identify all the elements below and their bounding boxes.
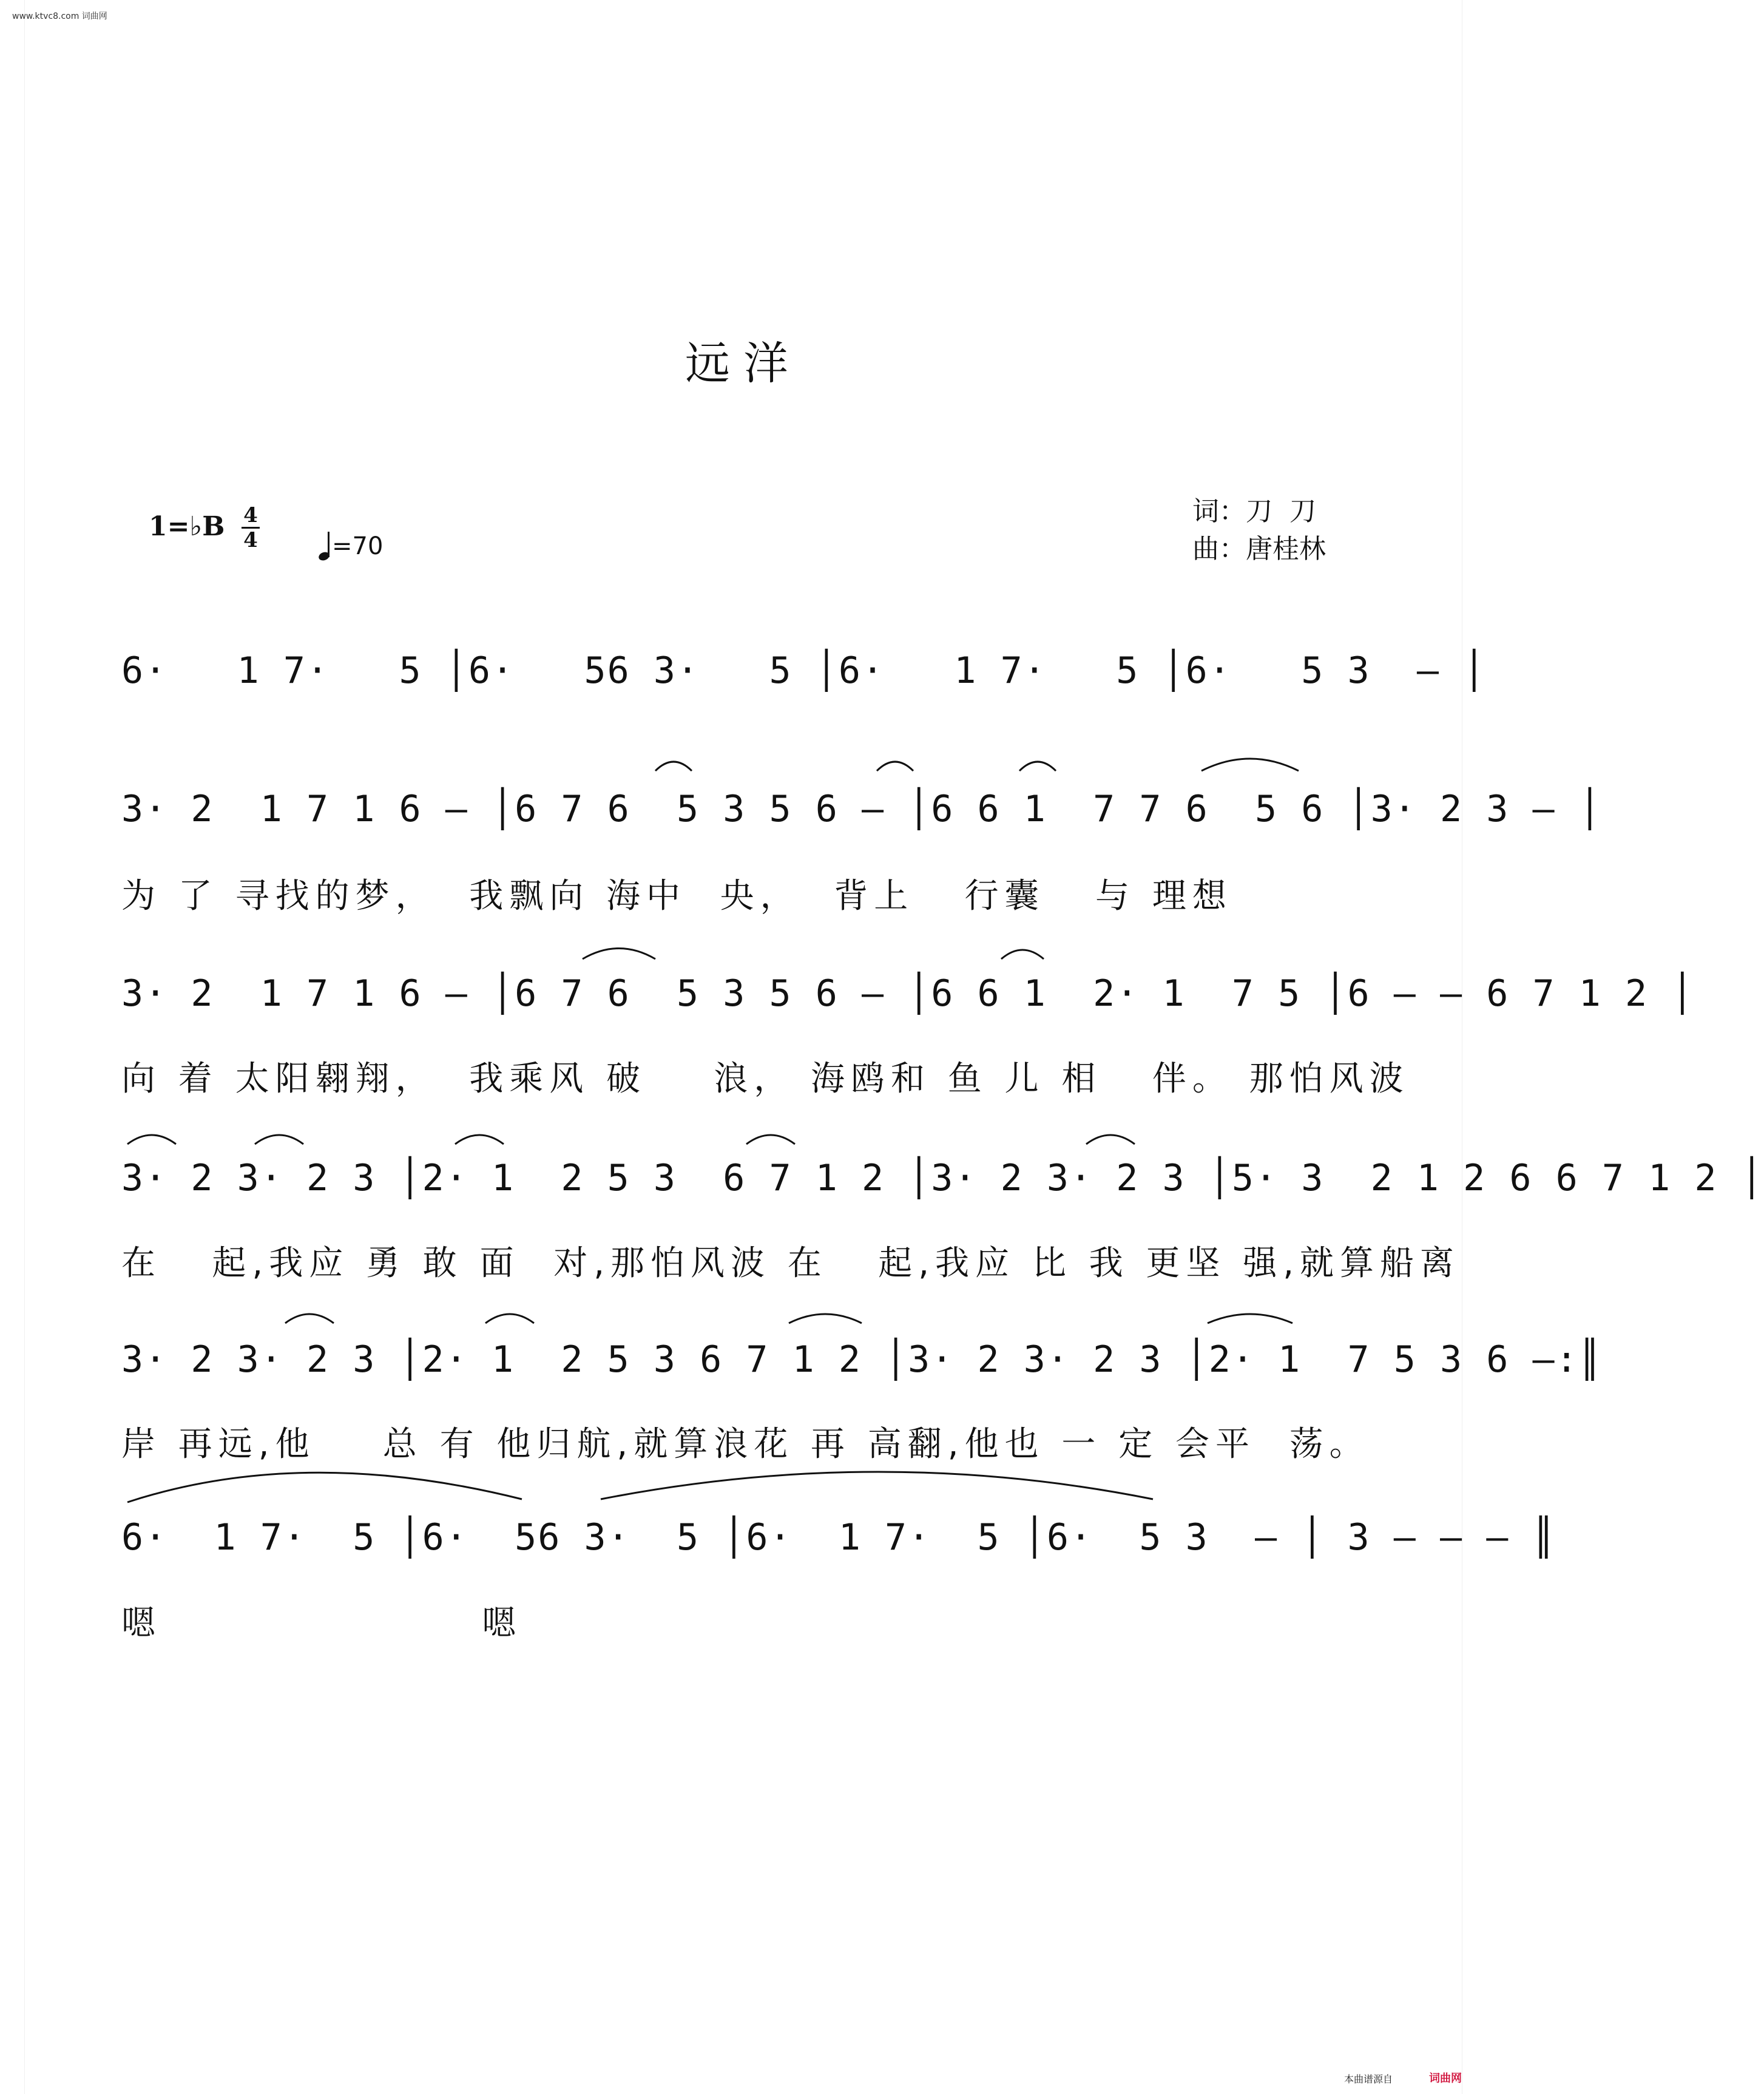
site-header[interactable]: www.ktvc8.com 词曲网 [12,12,107,21]
slur-arc [255,1135,303,1144]
slur-arc [485,1314,534,1323]
key-signature: 1=♭B [149,511,225,542]
slur-arc [746,1135,795,1144]
score-notes-2: 3· 2 1 7 1 6 – │6 7 6 5 3 5 6 – │6 6 1 7 7 6 5 6 │3· 2 3 – │ [121,788,1602,830]
slur-arc [127,1472,522,1502]
slur-arc [877,762,913,771]
score-notes-3: 3· 2 1 7 1 6 – │6 7 6 5 3 5 6 – │6 6 1 2· 1 7 5 │6 – – 6 7 1 2 │ [121,972,1695,1015]
lyricist: 词：刀 刀 [1192,496,1316,527]
slur-arc [455,1135,504,1144]
slur-arc [583,949,655,960]
score-lyrics-5: 岸 再远,他 总 有 他归航,就算浪花 再 高翻,他也 一 定 会平 荡。 [121,1425,1370,1464]
score-notes-4: 3· 2 3· 2 3 │2· 1 2 5 3 6 7 1 2 │3· 2 3· 2 3 │5· 3 2 1 2 6 6 7 1 2 │ [121,1157,1764,1199]
slur-arc [1208,1314,1293,1323]
slur-arc [1086,1135,1135,1144]
time-signature-top: 4 [243,503,258,527]
score-notes-6: 6· 1 7· 5 │6· 56 3· 5 │6· 1 7· 5 │6· 5 3 – │ 3 – – – ║ [121,1516,1556,1559]
score-lyrics-4: 在 起,我应 勇 敢 面 对,那怕风波 在 起,我应 比 我 更坚 强,就算船离 [121,1244,1461,1283]
slur-arc [655,762,692,771]
slur-arc [1201,759,1299,771]
slur-arc [127,1135,176,1144]
score-lyrics-6: 嗯 嗯 [121,1604,522,1643]
score-lyrics-2: 为 了 寻找的梦， 我飘向 海中 央， 背上 行囊 与 理想 [121,876,1232,916]
composer: 曲：唐桂林 [1192,534,1326,564]
footer-logo[interactable]: 词曲网 [1429,2072,1462,2085]
slur-arc [1001,950,1044,959]
slur-arc [1019,762,1056,771]
slur-arc [601,1472,1153,1499]
footer-source-label: 本曲谱源自 [1344,2073,1393,2085]
tempo-value: =70 [332,532,384,560]
score-lyrics-3: 向 着 太阳翱翔， 我乘风 破 浪， 海鸥和 鱼 儿 相 伴。 那怕风波 [121,1059,1410,1099]
time-signature-bottom: 4 [243,528,258,552]
slur-arc [285,1314,334,1323]
score-notes-1: 6· 1 7· 5 │6· 56 3· 5 │6· 1 7· 5 │6· 5 3 – │ [121,649,1487,692]
slur-arc [789,1314,862,1323]
song-title: 远洋 [685,337,802,390]
score-notes-5: 3· 2 3· 2 3 │2· 1 2 5 3 6 7 1 2 │3· 2 3· 2 3 │2· 1 7 5 3 6 –:║ [121,1338,1602,1381]
